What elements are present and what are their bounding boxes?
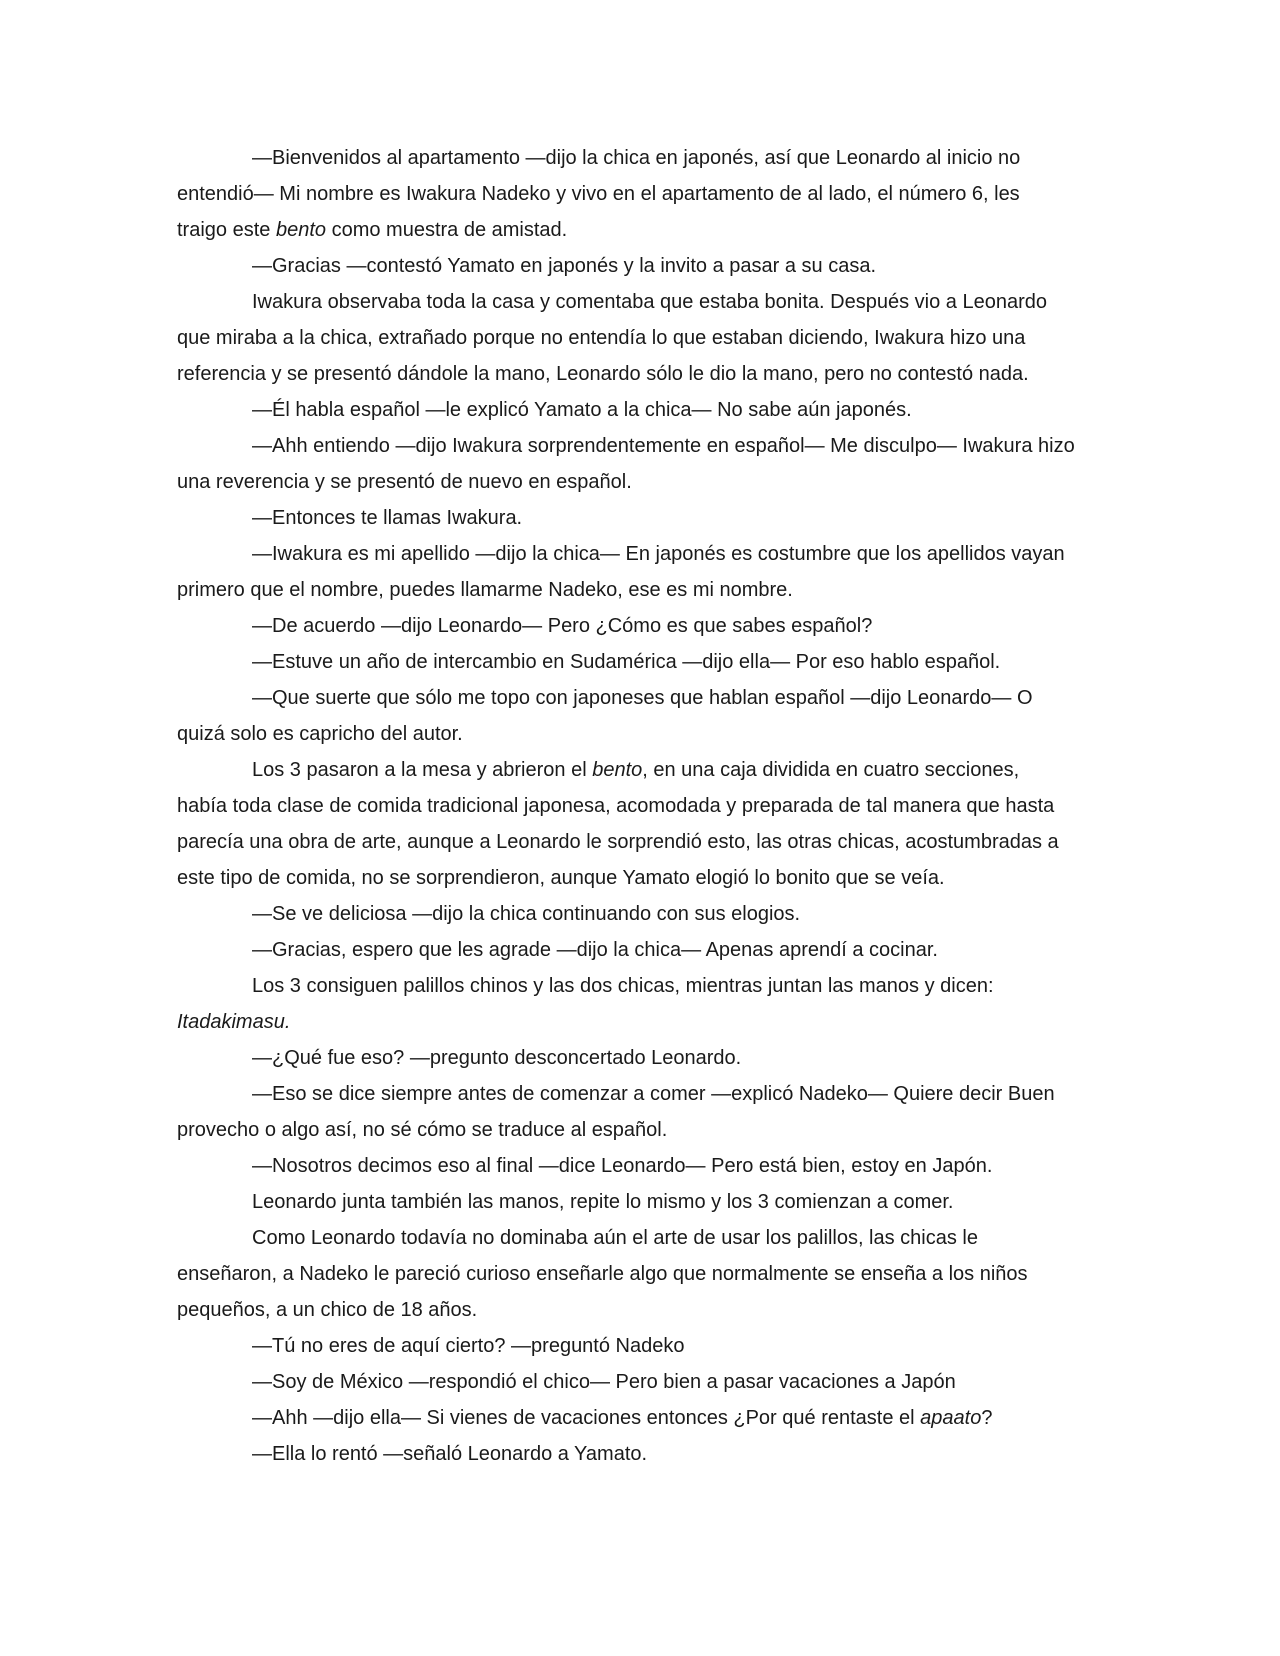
text-line [177, 1112, 1099, 1148]
text-line [177, 428, 1099, 464]
text-line [177, 644, 1099, 680]
text-line [177, 536, 1099, 572]
text-run: —Ahh —dijo ella— Si vienes de vacaciones entonces ¿Por qué rentaste el [252, 1407, 921, 1429]
text-line [177, 716, 1099, 752]
text-line [177, 1040, 1099, 1076]
text-line [177, 176, 1099, 212]
text-run: —Ahh entiendo —dijo Iwakura sorprendentemente en español— Me disculpo— Iwakura hizo [252, 435, 1075, 457]
text-line [177, 392, 1099, 428]
paragraph [177, 392, 1099, 428]
paragraph [177, 536, 1099, 608]
paragraph [177, 248, 1099, 284]
text-run: —¿Qué fue eso? —pregunto desconcertado Leonardo. [252, 1047, 742, 1069]
paragraph [177, 1364, 1099, 1400]
text-run: —Gracias, espero que les agrade —dijo la chica— Apenas aprendí a cocinar. [252, 939, 938, 961]
italic-text: Itadakimasu. [177, 1011, 291, 1033]
text-run: enseñaron, a Nadeko le pareció curioso enseñarle algo que normalmente se enseña a los niños [177, 1263, 1028, 1285]
text-line [177, 212, 1099, 248]
text-run: Iwakura observaba toda la casa y comentaba que estaba bonita. Después vio a Leonardo [252, 291, 1047, 313]
paragraph [177, 680, 1099, 752]
text-line [177, 1256, 1099, 1292]
paragraph [177, 140, 1099, 248]
text-line [177, 968, 1099, 1004]
text-line [177, 1184, 1099, 1220]
text-run: parecía una obra de arte, aunque a Leonardo le sorprendió esto, las otras chicas, acostumbradas a [177, 831, 1059, 853]
italic-text: bento [275, 219, 327, 241]
text-line [177, 572, 1099, 608]
text-line [177, 320, 1099, 356]
text-run: —Que suerte que sólo me topo con japoneses que hablan español —dijo Leonardo— O [252, 687, 1033, 709]
text-run: que miraba a la chica, extrañado porque no entendía lo que estaban diciendo, Iwakura hizo una [177, 327, 1026, 349]
text-run: —Iwakura es mi apellido —dijo la chica— En japonés es costumbre que los apellidos vayan [252, 543, 1065, 565]
text-line [177, 248, 1099, 284]
paragraph [177, 1400, 1099, 1436]
text-run: Leonardo junta también las manos, repite lo mismo y los 3 comienzan a comer. [252, 1191, 954, 1213]
text-line [177, 824, 1099, 860]
text-run: —Soy de México —respondió el chico— Pero bien a pasar vacaciones a Japón [252, 1371, 956, 1393]
text-line [177, 500, 1099, 536]
text-run: primero que el nombre, puedes llamarme Nadeko, ese es mi nombre. [177, 579, 793, 601]
text-run: , en una caja dividida en cuatro secciones, [642, 759, 1020, 781]
text-line [177, 1436, 1099, 1472]
text-run: —Estuve un año de intercambio en Sudamérica —dijo ella— Por eso hablo español. [252, 651, 1001, 673]
text-run: —Nosotros decimos eso al final —dice Leonardo— Pero está bien, estoy en Japón. [252, 1155, 993, 1177]
paragraph [177, 608, 1099, 644]
text-run: —Bienvenidos al apartamento —dijo la chica en japonés, así que Leonardo al inicio no [252, 147, 1021, 169]
text-line [177, 752, 1099, 788]
text-run: —Ella lo rentó —señaló Leonardo a Yamato. [252, 1443, 648, 1465]
paragraph [177, 644, 1099, 680]
text-line [177, 1400, 1099, 1436]
text-run: este tipo de comida, no se sorprendieron, aunque Yamato elogió lo bonito que se veía. [177, 867, 945, 889]
text-line [177, 140, 1099, 176]
text-line [177, 932, 1099, 968]
text-run: referencia y se presentó dándole la mano, Leonardo sólo le dio la mano, pero no contestó nada. [177, 363, 1029, 385]
text-run: —Eso se dice siempre antes de comenzar a comer —explicó Nadeko— Quiere decir Buen [252, 1083, 1055, 1105]
text-line [177, 464, 1099, 500]
text-run: traigo este [177, 219, 276, 241]
text-line [177, 356, 1099, 392]
paragraph [177, 284, 1099, 392]
paragraph [177, 1076, 1099, 1148]
text-run: —Gracias —contestó Yamato en japonés y la invito a pasar a su casa. [252, 255, 877, 277]
paragraph [177, 1040, 1099, 1076]
text-line [177, 1148, 1099, 1184]
text-line [177, 896, 1099, 932]
text-run: —Se ve deliciosa —dijo la chica continuando con sus elogios. [252, 903, 801, 925]
text-line [177, 860, 1099, 896]
document-page [177, 140, 1099, 1472]
paragraph [177, 500, 1099, 536]
paragraph [177, 1184, 1099, 1220]
text-line [177, 1292, 1099, 1328]
text-run: —Tú no eres de aquí cierto? —preguntó Nadeko [252, 1335, 685, 1357]
text-run: Como Leonardo todavía no dominaba aún el arte de usar los palillos, las chicas le [252, 1227, 978, 1249]
text-run: ? [981, 1407, 993, 1429]
text-line [177, 1004, 1099, 1040]
paragraph [177, 896, 1099, 932]
paragraph [177, 1328, 1099, 1364]
paragraph [177, 752, 1099, 896]
text-line [177, 1220, 1099, 1256]
text-run: Los 3 pasaron a la mesa y abrieron el [252, 759, 593, 781]
text-line [177, 1076, 1099, 1112]
text-line [177, 1328, 1099, 1364]
paragraph [177, 968, 1099, 1040]
text-run: pequeños, a un chico de 18 años. [177, 1299, 478, 1321]
paragraph [177, 1436, 1099, 1472]
text-run: —De acuerdo —dijo Leonardo— Pero ¿Cómo es que sabes español? [252, 615, 873, 637]
text-run: Los 3 consiguen palillos chinos y las dos chicas, mientras juntan las manos y dicen: [252, 975, 994, 997]
text-line [177, 788, 1099, 824]
text-run: —Entonces te llamas Iwakura. [252, 507, 523, 529]
text-run: entendió— Mi nombre es Iwakura Nadeko y vivo en el apartamento de al lado, el número 6, les [177, 183, 1020, 205]
text-line [177, 1364, 1099, 1400]
text-run: quizá solo es capricho del autor. [177, 723, 463, 745]
italic-text: bento [592, 759, 643, 781]
italic-text: apaato [920, 1407, 982, 1429]
text-run: una reverencia y se presentó de nuevo en español. [177, 471, 632, 493]
paragraph [177, 1148, 1099, 1184]
paragraph [177, 1220, 1099, 1328]
text-line [177, 680, 1099, 716]
text-run: —Él habla español —le explicó Yamato a la chica— No sabe aún japonés. [252, 399, 912, 421]
text-run: provecho o algo así, no sé cómo se traduce al español. [177, 1119, 668, 1141]
text-line [177, 284, 1099, 320]
paragraph [177, 932, 1099, 968]
text-run: como muestra de amistad. [326, 219, 568, 241]
text-run: había toda clase de comida tradicional japonesa, acomodada y preparada de tal manera que hasta [177, 795, 1055, 817]
text-line [177, 608, 1099, 644]
paragraph [177, 428, 1099, 500]
